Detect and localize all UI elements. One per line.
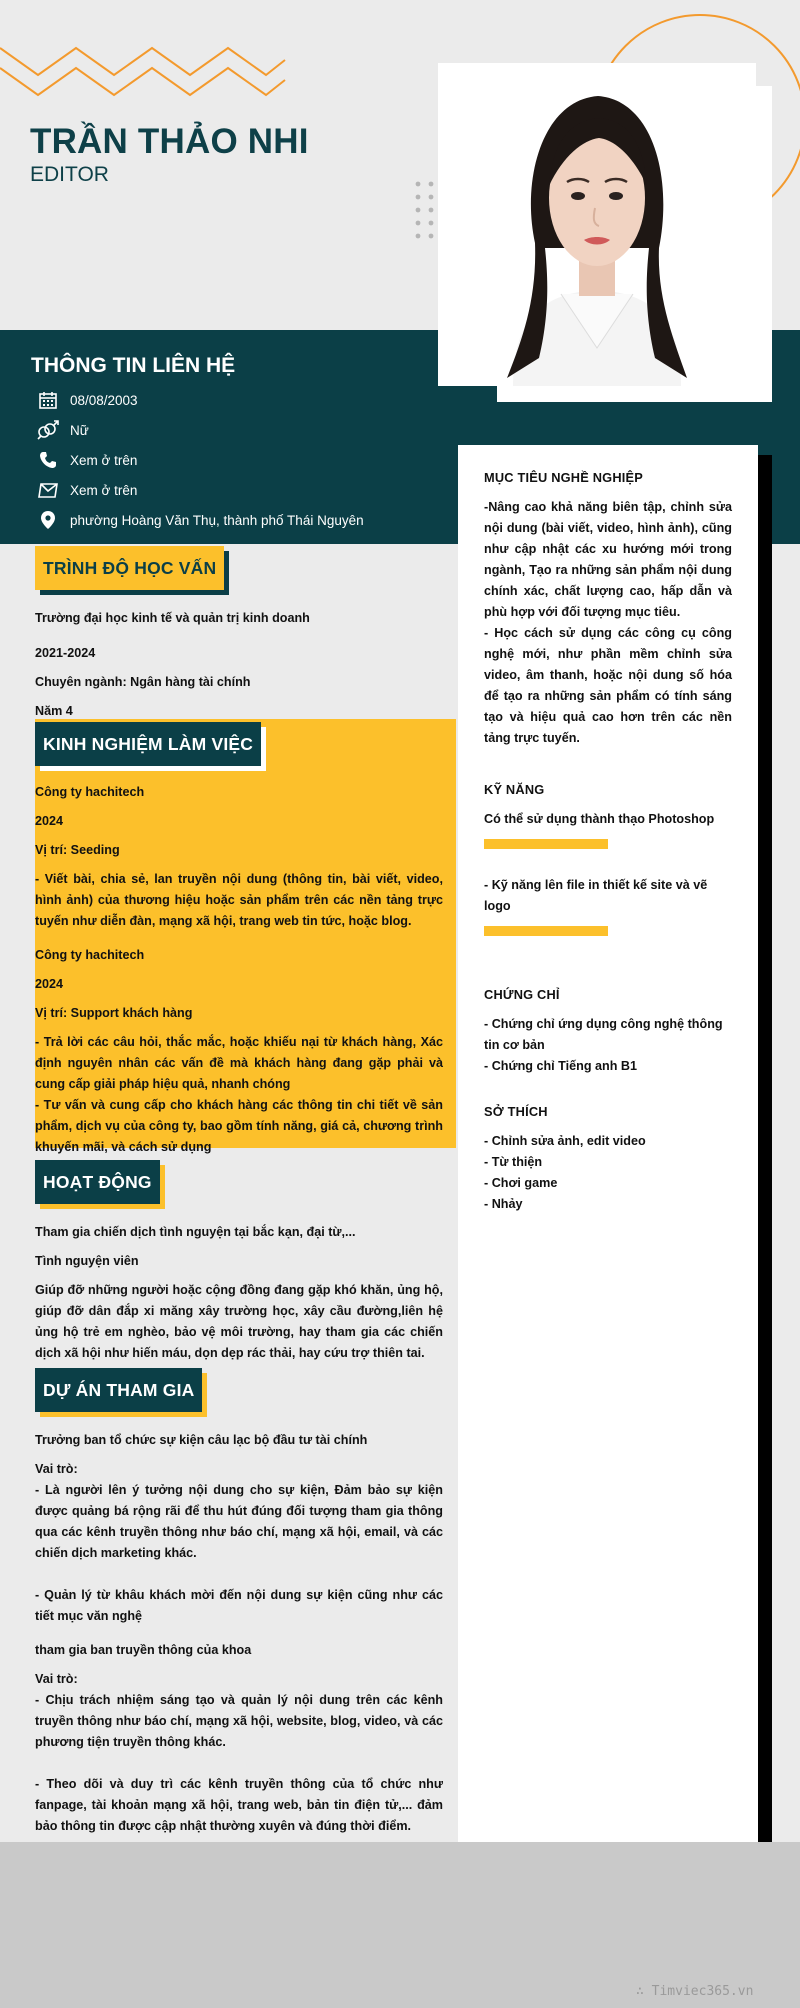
experience-heading: KINH NGHIỆM LÀM VIỆC — [35, 722, 261, 766]
project-role-label: Vai trò: — [35, 1462, 78, 1476]
project-description: - Theo dõi và duy trì các kênh truyền thông của tổ chức như fanpage, tài khoản mạng xã hội, trang web, bản tin điện tử,... đảm bảo thông tin được cập nhật thường xuyên và đúng thời điểm. — [35, 1777, 443, 1833]
skills-title: KỸ NĂNG — [484, 782, 545, 797]
job-description: - Tư vấn và cung cấp cho khách hàng các thông tin chi tiết về sản phẩm, dịch vụ của công ty, bao gồm tính năng, giá cả, chương trình khuyến mãi, và cách sử dụng — [35, 1098, 443, 1154]
activity-description: Giúp đỡ những người hoặc cộng đồng đang gặp khó khăn, ủng hộ, giúp đỡ dân đắp xi măng xây trường học, xây cầu đường,liên hệ ủng hộ trẻ em nghèo, bảo vệ môi trường, hay tham gia các chiến dịch xã hội như hiến máu, dọn dẹp rác thải, hay cứu trợ thiên tai. — [35, 1283, 443, 1360]
job-description: - Trả lời các câu hỏi, thắc mắc, hoặc khiếu nại từ khách hàng, Xác định nguyên nhân các vấn đề mà khách hàng đang gặp phải và cung cấp giải pháp hiệu quả, nhanh chóng — [35, 1035, 443, 1091]
location-icon — [36, 508, 60, 532]
job-company: Công ty hachitech — [35, 785, 145, 799]
education-school: Trường đại học kinh tế và quản trị kinh doanh — [35, 611, 310, 625]
contact-address-text: phường Hoàng Văn Thụ, thành phố Thái Nguyên — [70, 512, 364, 528]
project-description: - Chịu trách nhiệm sáng tạo và quản lý nội dung trên các kênh truyền thông như báo chí, mạng xã hội, website, blog, video, và các phương tiện truyền thông khác. — [35, 1693, 443, 1749]
job-description: - Viết bài, chia sẻ, lan truyền nội dung (thông tin, bài viết, video, hình ảnh) của thương hiệu hoặc sản phẩm trên các nền tảng trực tuyến như diễn đàn, mạng xã hội, trang web tin tức, hoặc blog. — [35, 872, 443, 928]
contact-list — [36, 385, 364, 535]
dots-decoration — [414, 180, 438, 250]
candidate-name: TRẦN THẢO NHI — [30, 122, 309, 161]
gender-icon — [36, 418, 60, 442]
hobby-item: - Chơi game — [484, 1176, 558, 1190]
hobby-item: - Nhảy — [484, 1197, 523, 1211]
certificates-title: CHỨNG CHỈ — [484, 987, 560, 1002]
contact-gender — [36, 415, 364, 445]
project-role-label: Vai trò: — [35, 1672, 78, 1686]
job-year: 2024 — [35, 977, 64, 991]
skill-item: - Kỹ năng lên file in thiết kế site và vẽ logo — [484, 878, 708, 913]
calendar-icon — [36, 388, 60, 412]
job-year: 2024 — [35, 814, 64, 828]
job-company: Công ty hachitech — [35, 948, 145, 962]
portrait-image — [443, 68, 751, 386]
project-description: - Là người lên ý tưởng nội dung cho sự kiện, Đảm bảo sự kiện được quảng bá rộng rãi để thu hút đúng đối tượng tham gia thông qua các kênh truyền thông như báo chí, mạng xã hội, email, và các chiến dịch marketing khác. — [35, 1483, 443, 1560]
career-goal-title: MỤC TIÊU NGHỀ NGHIỆP — [484, 470, 643, 485]
contact-email-text: Xem ở trên — [70, 482, 138, 498]
footer-brand: ∴ Timviec365.vn — [636, 1984, 754, 1999]
skill-item: Có thể sử dụng thành thạo Photoshop — [484, 812, 715, 826]
certificate-item: - Chứng chỉ Tiếng anh B1 — [484, 1059, 638, 1073]
candidate-role: EDITOR — [30, 163, 109, 186]
skill-level-bar — [484, 839, 608, 849]
project-description: - Quản lý từ khâu khách mời đến nội dung sự kiện cũng như các tiết mục văn nghệ — [35, 1588, 443, 1623]
experience-section — [35, 722, 443, 1158]
activity-role: Tình nguyện viên — [35, 1254, 139, 1268]
career-goal-paragraph-1: -Nâng cao khả năng biên tập, chỉnh sửa nội dung (bài viết, video, hình ảnh), cũng như cập nhật các xu hướng mới trong ngành, Tạo ra những sản phẩm nội dung chính xác, chất lượng cao, hấp dẫn và phù hợp với đối tượng mục tiêu. — [484, 500, 732, 619]
contact-birthday-text: 08/08/2003 — [70, 392, 138, 408]
projects-heading: DỰ ÁN THAM GIA — [35, 1368, 202, 1412]
contact-birthday — [36, 385, 364, 415]
email-icon — [36, 478, 60, 502]
zigzag-decoration — [0, 20, 290, 100]
job-position: Vị trí: Support khách hàng — [35, 1006, 193, 1020]
education-heading: TRÌNH ĐỘ HỌC VẤN — [35, 546, 224, 590]
contact-email — [36, 475, 364, 505]
contact-title: THÔNG TIN LIÊN HỆ — [31, 354, 236, 377]
skill-level-bar — [484, 926, 608, 936]
activities-heading: HOẠT ĐỘNG — [35, 1160, 160, 1204]
career-goal-paragraph-2: - Học cách sử dụng các công cụ công nghệ mới, như phần mềm chỉnh sửa video, âm thanh, hoặc nội dung số hóa để tạo ra những sản phẩm có tính sáng tạo và hiệu quả cao hơn trên các nền tảng trực tuyến. — [484, 626, 732, 745]
education-year-level: Năm 4 — [35, 704, 73, 718]
hobby-item: - Chỉnh sửa ảnh, edit video — [484, 1134, 646, 1148]
contact-gender-text: Nữ — [70, 422, 89, 438]
contact-phone-text: Xem ở trên — [70, 452, 138, 468]
right-column-card — [458, 445, 758, 1842]
hobbies-title: SỞ THÍCH — [484, 1104, 548, 1119]
activity-event: Tham gia chiến dịch tình nguyện tại bắc kạn, đại từ,... — [35, 1225, 356, 1239]
certificate-item: - Chứng chỉ ứng dụng công nghệ thông tin cơ bản — [484, 1017, 723, 1052]
hobby-item: - Từ thiện — [484, 1155, 543, 1169]
education-major: Chuyên ngành: Ngân hàng tài chính — [35, 675, 251, 689]
activities-section — [35, 1160, 443, 1364]
education-years: 2021-2024 — [35, 646, 96, 660]
education-section — [35, 546, 443, 730]
phone-icon — [36, 448, 60, 472]
logo-icon: ∴ — [636, 1984, 652, 1999]
contact-address — [36, 505, 364, 535]
contact-phone — [36, 445, 364, 475]
profile-photo — [438, 63, 756, 386]
project-name: Trưởng ban tổ chức sự kiện câu lạc bộ đầu tư tài chính — [35, 1433, 368, 1447]
projects-section — [35, 1368, 443, 1837]
project-name: tham gia ban truyền thông của khoa — [35, 1643, 252, 1657]
job-position: Vị trí: Seeding — [35, 843, 120, 857]
